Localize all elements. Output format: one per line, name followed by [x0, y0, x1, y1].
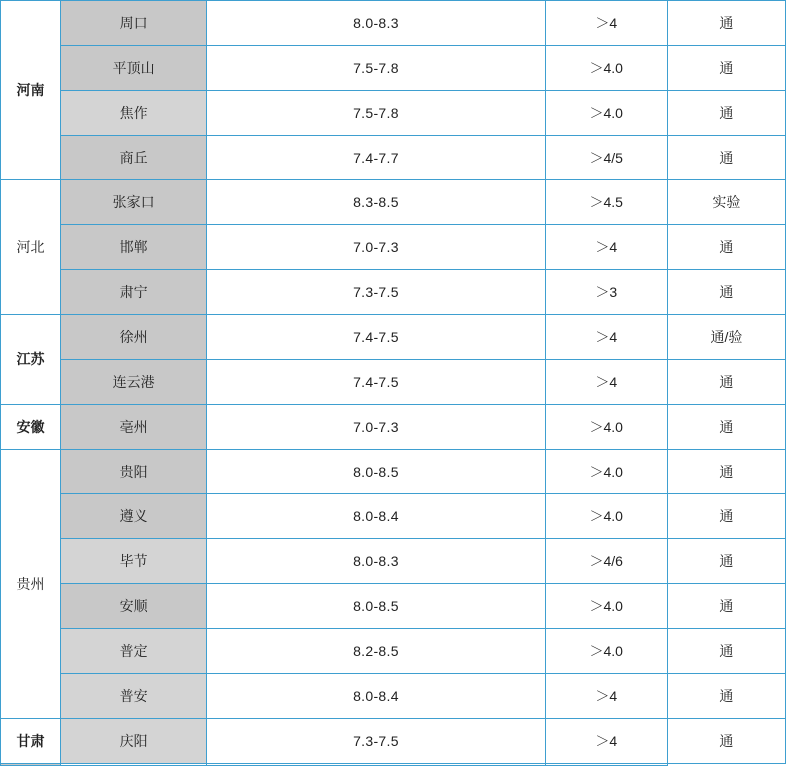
city-cell: 商丘: [61, 135, 207, 180]
value-cell: ＞4: [545, 1, 667, 46]
table-body: [1, 1, 786, 766]
status-cell: 通: [667, 135, 785, 180]
status-cell: 通: [667, 404, 785, 449]
status-cell: 通: [667, 225, 785, 270]
table-row: [1, 135, 786, 180]
value-cell: ＞4: [545, 225, 667, 270]
range-cell: 8.0-8.4: [207, 673, 545, 718]
status-cell: 通: [667, 673, 785, 718]
status-cell: 通: [667, 494, 785, 539]
table-row: [1, 90, 786, 135]
province-cell: 甘肃: [1, 718, 61, 763]
city-cell: 邯郸: [61, 225, 207, 270]
table-row: [1, 673, 786, 718]
status-cell: 通: [667, 90, 785, 135]
city-cell: 连云港: [61, 359, 207, 404]
range-cell: 7.5-7.8: [207, 90, 545, 135]
city-cell: 普定: [61, 629, 207, 674]
status-cell: 通: [667, 270, 785, 315]
range-cell: 7.4-7.7: [207, 135, 545, 180]
value-cell: ＞4/6: [545, 539, 667, 584]
value-cell: ＞4: [545, 673, 667, 718]
value-cell: ＞4: [545, 315, 667, 360]
status-cell: 实验: [667, 180, 785, 225]
table-row: [1, 315, 786, 360]
city-cell: 周口: [61, 1, 207, 46]
value-cell: ＞4.0: [545, 629, 667, 674]
table-row: [1, 270, 786, 315]
city-cell: 平顶山: [61, 45, 207, 90]
province-cell: 安徽: [1, 404, 61, 449]
value-cell: ＞4: [545, 718, 667, 763]
province-cell: 江苏: [1, 315, 61, 405]
range-cell: 8.0-8.3: [207, 1, 545, 46]
range-cell: 7.3-7.5: [207, 270, 545, 315]
province-cell: 河南: [1, 1, 61, 180]
value-cell: ＞4.0: [545, 90, 667, 135]
province-cell: 贵州: [1, 449, 61, 718]
table-row: [1, 1, 786, 46]
city-cell: 亳州: [61, 404, 207, 449]
status-cell: 通: [667, 718, 785, 763]
table-row: [1, 359, 786, 404]
table-row: [1, 45, 786, 90]
city-cell: 焦作: [61, 90, 207, 135]
range-cell: 7.0-7.3: [207, 404, 545, 449]
value-cell: ＞4.0: [545, 45, 667, 90]
range-cell: 7.4-7.5: [207, 359, 545, 404]
table-row: [1, 629, 786, 674]
province-cell: 河北: [1, 180, 61, 315]
value-cell: ＞4/5: [545, 135, 667, 180]
status-cell: 通: [667, 1, 785, 46]
table-row: [1, 539, 786, 584]
table-row: [1, 494, 786, 539]
city-cell: 安顺: [61, 584, 207, 629]
range-cell: 8.0-8.5: [207, 449, 545, 494]
status-cell: 通: [667, 539, 785, 584]
table-row: [1, 225, 786, 270]
value-cell: ＞4.0: [545, 449, 667, 494]
status-cell: 通: [667, 45, 785, 90]
table-row: [1, 763, 786, 765]
range-cell: 7.5-7.8: [207, 45, 545, 90]
city-cell: 普安: [61, 673, 207, 718]
table-row: [1, 449, 786, 494]
range-cell: 8.0-8.5: [207, 584, 545, 629]
range-cell: 7.3-7.5: [207, 718, 545, 763]
city-cell: 徐州: [61, 315, 207, 360]
status-cell: 通/验: [667, 315, 785, 360]
range-cell: [61, 763, 207, 765]
range-cell: 8.0-8.4: [207, 494, 545, 539]
city-cell: 肃宁: [61, 270, 207, 315]
range-cell: 8.3-8.5: [207, 180, 545, 225]
range-cell: 8.2-8.5: [207, 629, 545, 674]
range-cell: 7.4-7.5: [207, 315, 545, 360]
value-cell: ＞4.5: [545, 180, 667, 225]
status-cell: 通: [667, 449, 785, 494]
range-cell: 7.0-7.3: [207, 225, 545, 270]
table-row: [1, 404, 786, 449]
table-row: [1, 584, 786, 629]
table-row: [1, 180, 786, 225]
value-cell: ＞4.0: [545, 404, 667, 449]
city-cell: 毕节: [61, 539, 207, 584]
range-cell: 8.0-8.3: [207, 539, 545, 584]
status-cell: 通: [667, 629, 785, 674]
value-cell: [207, 763, 545, 765]
city-cell: [1, 763, 61, 765]
value-cell: ＞3: [545, 270, 667, 315]
city-cell: 贵阳: [61, 449, 207, 494]
value-cell: ＞4.0: [545, 584, 667, 629]
value-cell: ＞4.0: [545, 494, 667, 539]
city-cell: 张家口: [61, 180, 207, 225]
status-cell: [545, 763, 667, 765]
status-cell: 通: [667, 584, 785, 629]
city-cell: 庆阳: [61, 718, 207, 763]
status-cell: 通: [667, 359, 785, 404]
table-row: [1, 718, 786, 763]
value-cell: ＞4: [545, 359, 667, 404]
city-cell: 遵义: [61, 494, 207, 539]
